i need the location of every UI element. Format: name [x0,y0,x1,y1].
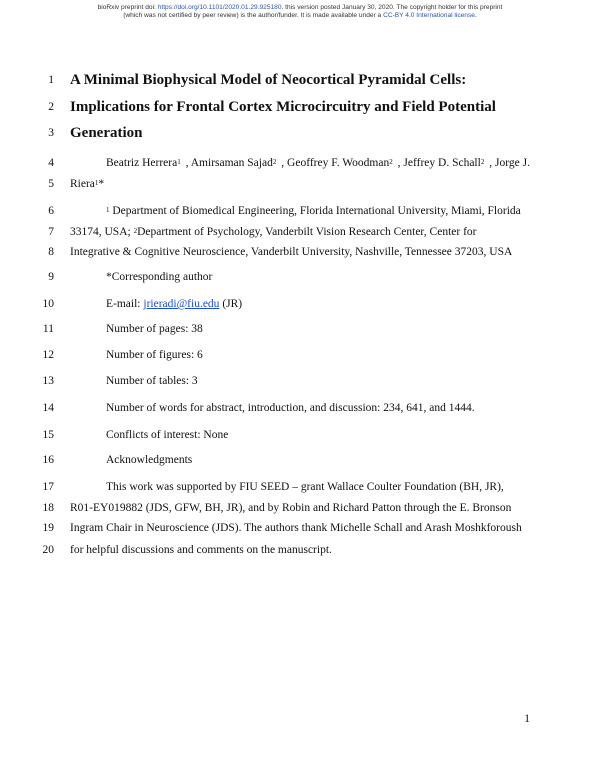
doi-link[interactable]: https://doi.org/10.1101/2020.01.29.925180 [157,4,282,11]
acknowledgments-line-3: Ingram Chair in Neuroscience (JDS). The authors thank Michelle Schall and Arash Moshkforoush [70,522,522,534]
line-number: 19 [42,522,54,534]
line-number: 8 [48,246,54,258]
conflicts-of-interest: Conflicts of interest: None [106,429,229,441]
acknowledgments-line-1: This work was supported by FIU SEED – grant Wallace Coulter Foundation (BH, JR), [106,481,504,493]
line-number: 9 [48,271,54,283]
header-text: bioRxiv preprint doi: [97,4,158,11]
line-number: 4 [48,157,54,169]
number-of-figures: Number of figures: 6 [106,349,203,361]
author: , Jorge J. [489,157,530,169]
line-number: 20 [42,544,54,556]
author-line-2: Riera$^1$* [70,178,105,190]
author-line-1 [106,156,530,170]
email-line: E-mail: jrieradi@fiu.edu (JR) [106,298,243,310]
author: , Jeffrey D. Schall$^2$ [397,157,485,169]
paper-title-line-3: Generation [70,125,143,141]
affiliation-line-2: 33174, USA; $^2$Department of Psychology, Vanderbilt Vision Research Center, Center for [70,226,477,238]
line-number: 12 [42,349,54,361]
line-number: 14 [42,402,54,414]
line-number: 18 [42,502,54,514]
number-of-words: Number of words for abstract, introduction, and discussion: 234, 641, and 1444. [106,402,475,414]
line-number: 16 [42,454,54,466]
acknowledgments-line-4: for helpful discussions and comments on the manuscript. [70,544,332,556]
paper-title-line-2: Implications for Frontal Cortex Microcircuitry and Field Potential [70,99,496,115]
number-of-tables: Number of tables: 3 [106,375,198,387]
author: , Amirsaman Sajad$^2$ [185,157,277,169]
line-number: 2 [48,101,54,113]
email-link[interactable]: jrieradi@fiu.edu [143,298,220,310]
paper-title-line-1: A Minimal Biophysical Model of Neocortical Pyramidal Cells: [70,72,467,88]
line-number: 17 [42,481,54,493]
preprint-header [0,4,600,20]
line-number: 1 [48,74,54,86]
corresponding-author: *Corresponding author [106,271,213,283]
line-number: 7 [48,226,54,238]
author: Beatriz Herrera$^1$ [106,157,181,169]
license-link[interactable]: CC-BY 4.0 International license [383,12,475,19]
header-line-2 [0,12,600,20]
page-number: 1 [524,713,530,725]
line-number: 5 [48,178,54,190]
affiliation-line-1: $^1$ Department of Biomedical Engineering, Florida International University, Miami, Florida [106,205,521,217]
acknowledgments-line-2: R01-EY019882 (JDS, GFW, BH, JR), and by Robin and Richard Patton through the E. Bronson [70,502,512,514]
line-number: 10 [42,298,54,310]
line-number: 15 [42,429,54,441]
header-text: . this version posted January 30, 2020. The copyright holder for this preprint [281,4,503,11]
affiliation-line-3: Integrative & Cognitive Neuroscience, Vanderbilt University, Nashville, Tennessee 37203, USA [70,246,513,258]
line-number: 11 [42,323,54,335]
line-number: 13 [42,375,54,387]
acknowledgments-heading: Acknowledgments [106,454,193,466]
header-line-1 [0,4,600,12]
line-number: 3 [48,127,54,139]
author: , Geoffrey F. Woodman$^2$ [281,157,393,169]
header-text: (which was not certified by peer review) is the author/funder. It is made available under a [123,12,384,19]
number-of-pages: Number of pages: 38 [106,323,203,335]
header-text: . [474,12,477,19]
line-number: 6 [48,205,54,217]
